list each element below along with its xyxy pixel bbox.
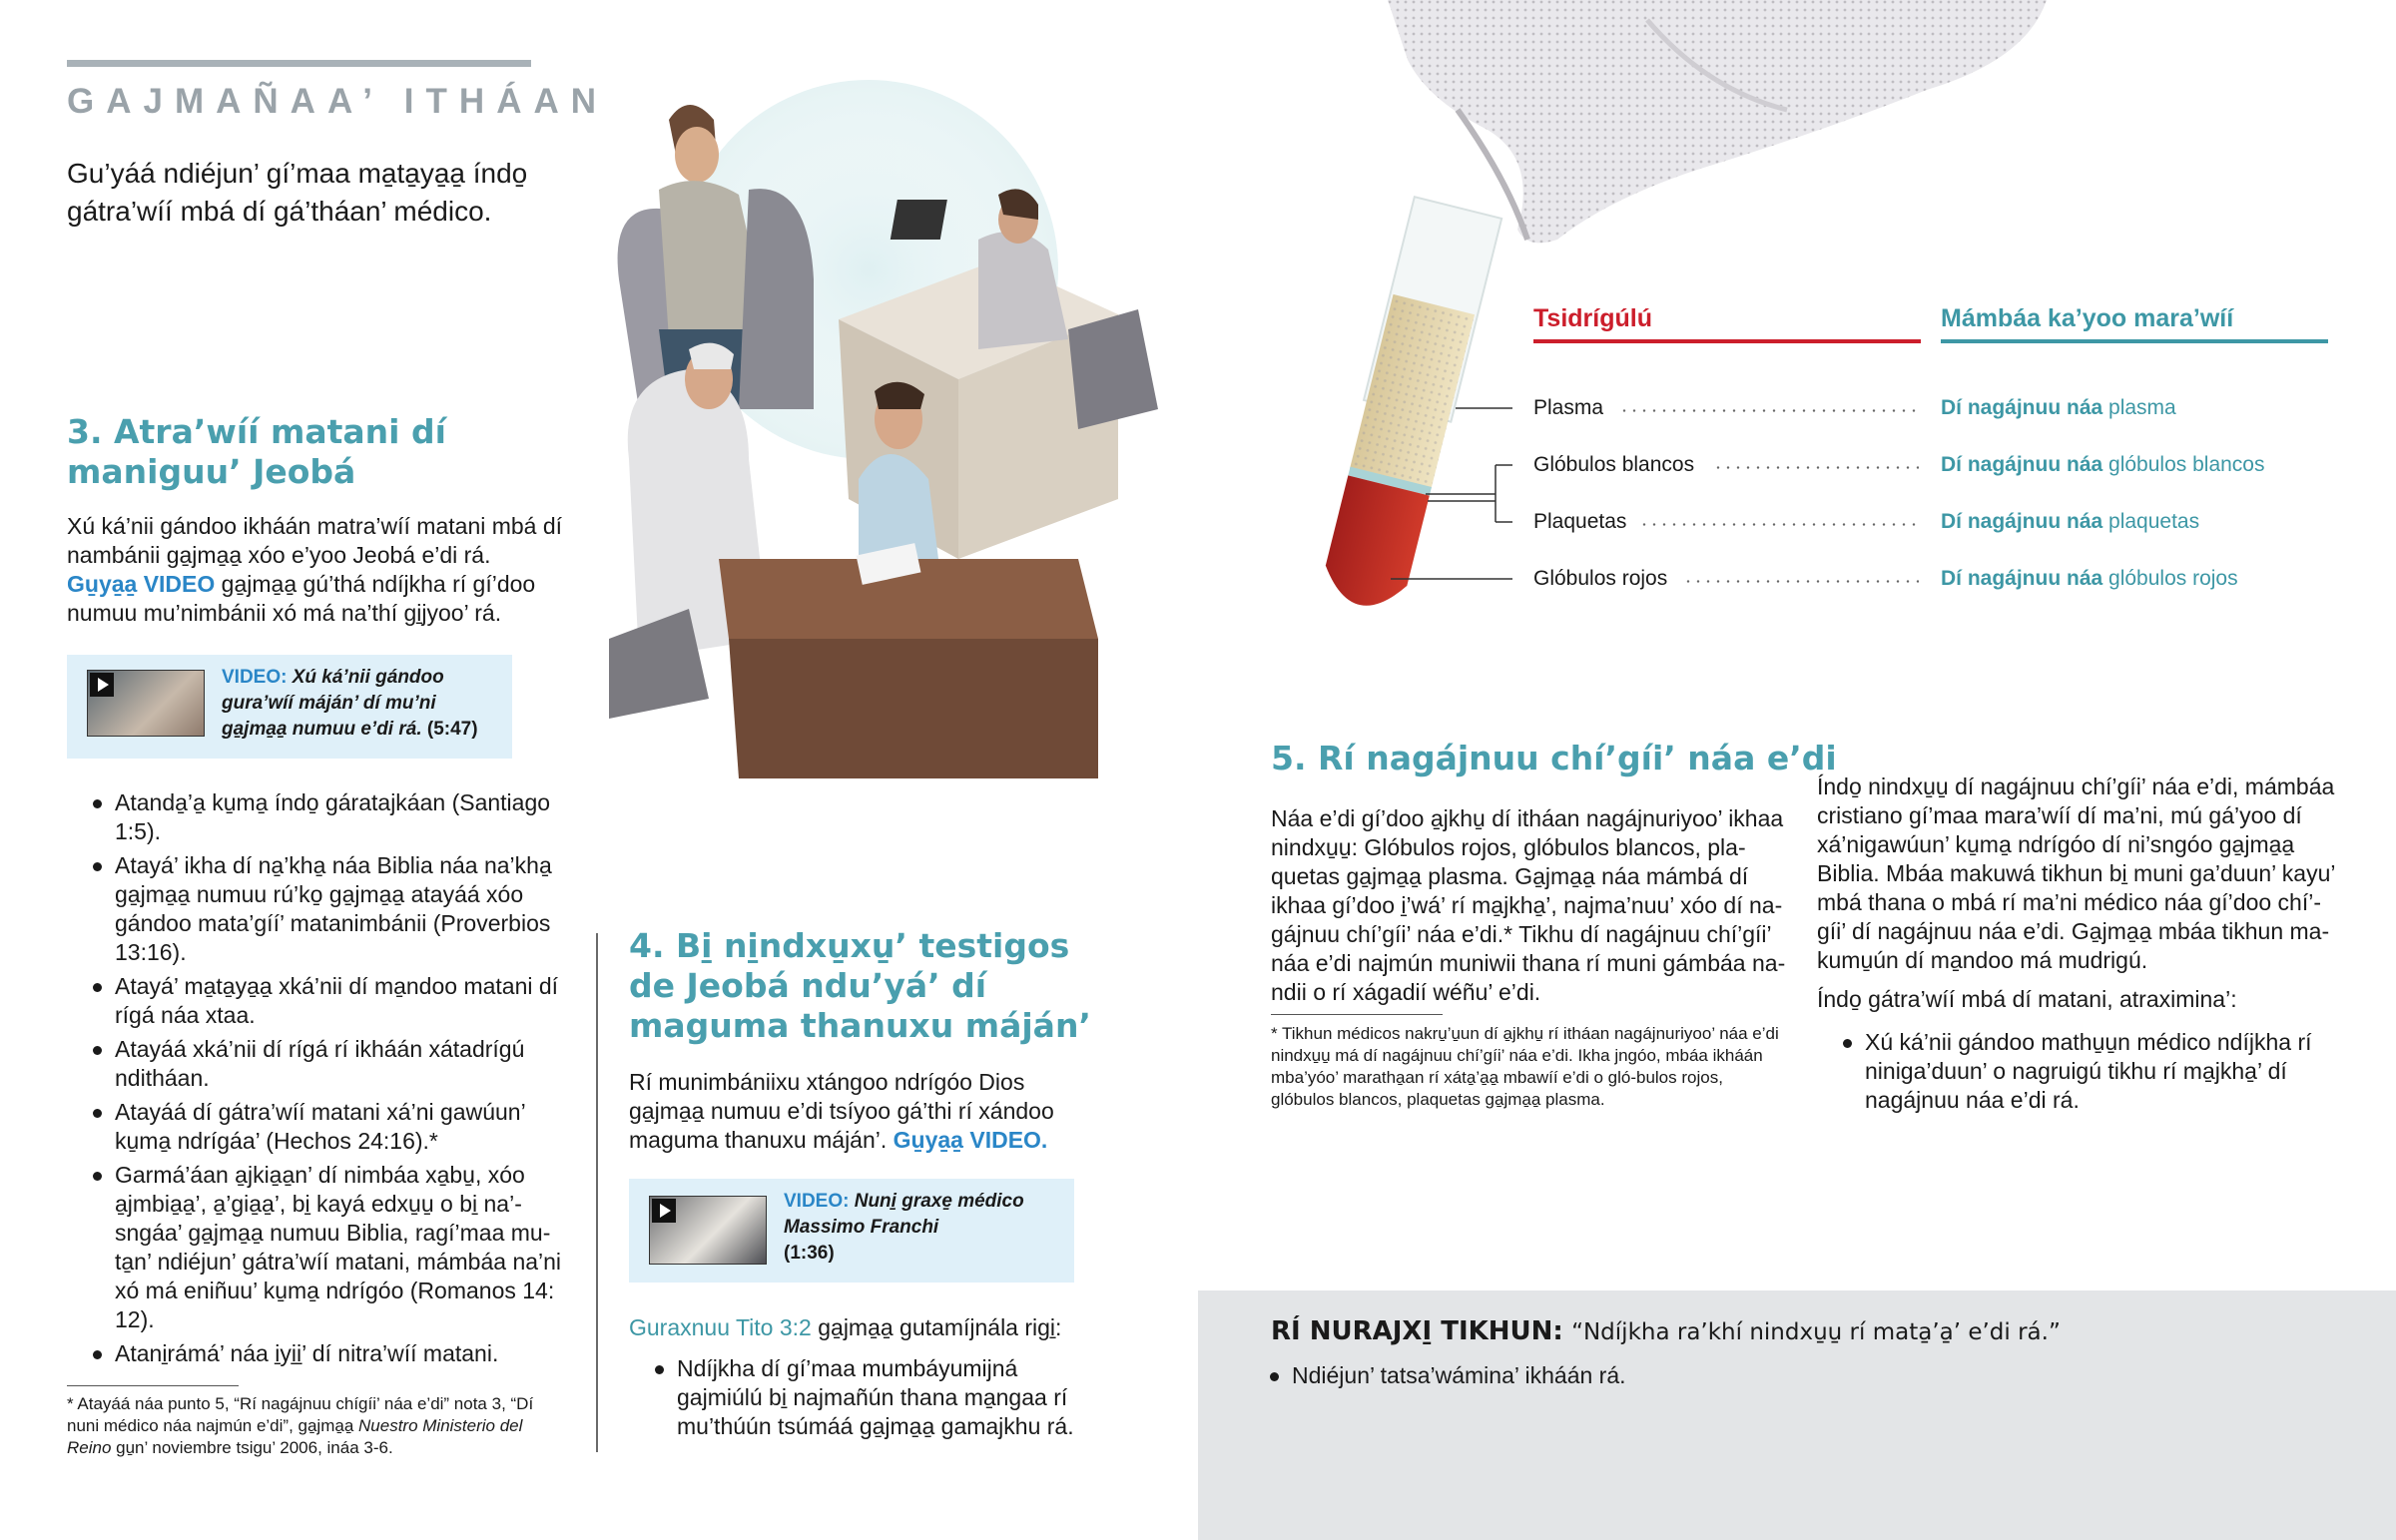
objection-line [1271,1316,2061,1346]
section-5-col1-body: Náa e’di gí’doo a̱jkhu̱ dí itháan nagájnuriyoo’ ikhaa nindxu̱u̱: Glóbulos rojos, glóbulos blancos, pla-quetas ga̱jma̱a̱ plasma. Ga̱jma̱a̱ náa mámbá dí ikhaa gí’doo i̱’wá’ rí ma̱jkha̱’, najma’nuu’ xóo dí na-gájnuu chí’gíi’ náa e’di.* Tikhu dí nagájnuu chí’gíi’ náa e’di najmún muniwii thana rí muni gámbáa na-ndii o rí xágadií wéñu’ e’di. [1271,805,1786,1005]
video-duration: (1:36) [784,1243,835,1264]
section-5-title: 5. Rí nagájnuu chí’gíi’ náa e’di [1271,739,1837,777]
chart-row-decision [1941,396,2176,420]
list-item: Atani̱rámá’ náa i̱yi̱i̱’ dí nitra’wíí matani. [67,1339,566,1368]
list-item: Xú ká’nii gándoo mathu̱u̱n médico ndíjkha rí niniga’duun’ o nagruigú tikhu rí ma̱jkha̱’ dí nagájnuu náa e’di rá. [1817,1028,2336,1115]
section-5-footnote: * Tikhun médicos nakru̱’u̱un dí a̱jkhu̱ rí itháan nagájnuriyoo’ náa e’di nindxu̱u̱ má dí nagájnuu chí’gíi’ náa e’di. Ikha jngóo, mbáa ikháán mba’yóo’ maratha̱an rí xáta̱’a̱a̱ mbawíí e’di o gló-bulos rojos, glóbulos blancos, plaquetas ga̱jma̱a̱ plasma. [1271,1024,1779,1109]
section-5-col2-prompt: Índo̱ gátra’wíí mbá dí matani, atraximina’: [1817,986,2237,1012]
chart-row-decision-bold: Dí nagájnuu náa [1941,453,2103,476]
section-4-ref-text: ga̱jma̱a̱ gutamíjnála rigi̱: [818,1314,1062,1340]
scripture-link[interactable]: Guraxnuu Tito 3:2 [629,1314,812,1340]
section-3-title: 3. Atra’wíí matani dí maniguu’ Jeobá [67,412,446,491]
objection-bullets [1244,1361,2142,1395]
objection-box [1198,1290,2396,1540]
chart-header-components: Tsidrígúlú [1533,304,1652,332]
list-item: Atayá’ ikha dí na̱’kha̱ náa Biblia náa na’kha̱ ga̱jma̱a̱ numuu rú’ko̱ ga̱jma̱a̱ atayáá xóo gándoo mata’gíí’ matanimbánii (Proverbios 13:16). [67,851,566,967]
chart-row-label: Plaquetas [1533,510,1627,533]
section-label: GAJMAÑAA’ ITHÁAN [67,82,609,121]
chart-row-decision-name: glóbulos rojos [2108,567,2238,590]
chart-row-decision-name: plasma [2108,396,2176,419]
video-label: VIDEO: [222,667,288,688]
footnote-rule [67,1385,239,1386]
column-divider [596,933,598,1452]
watch-video-link-2[interactable]: Gu̱ya̱a̱ VIDEO. [893,1127,1048,1153]
section-5-col2-body: Índo̱ nindxu̱u̱ dí nagájnuu chí’gíi’ náa e’di, mámbáa cristiano gí’maa mara’wíí dí ma’ni, mú gá’yoo dí xá’nigawúun’ ku̱ma̱ ndrígóo dí ni’sngóo ga̱jma̱a̱ Biblia. Mbáa makuwá tikhun bi̱ muni ga’duun’ kayu’ mbá thana o mbá rí ma’ni médico náa gí’doo chí’-gíi’ dí nagájnuu náa e’di. Ga̱jma̱a̱ mbáa tikhun ma-kumu̱ún dí ma̱ndoo má mudrigú. [1817,773,2335,973]
video-label: VIDEO: [784,1191,850,1212]
dot-leader [1619,409,1919,412]
section-4-body [629,1068,1088,1155]
footnote-text-end: gu̱n’ noviembre tsigu’ 2006, ináa 3-6. [111,1438,393,1457]
section-4-bullets [629,1354,1108,1446]
section-3-bullets [67,788,566,1373]
chart-row-decision [1941,510,2199,534]
list-item: Atayáá xká’nii dí rígá rí ikháán xátadrígú nditháan. [67,1035,566,1093]
header-rule [67,60,531,67]
section-3-body [67,512,566,628]
section-4-ref [629,1313,1098,1342]
list-item: Ndíjkha dí gí’maa mumbáyumijná gajmiúlú bi̱ najmañún thana ma̱ngaa rí mu’thúún tsúmáá ga̱jma̱a̱ gamajkhu rá. [629,1354,1108,1441]
list-item: Ndiéjun’ tatsa’wámina’ ikháán rá. [1244,1361,2142,1390]
chart-header-rule-teal [1941,339,2328,343]
section-3-body-text: Xú ká’nii gándoo ikháán matra’wíí matani mbá dí nambánii ga̱jma̱a̱ xóo e’yoo Jeobá e’di rá. [67,513,563,568]
chart-header-rule-red [1533,339,1921,343]
video-duration: (5:47) [426,719,478,740]
list-item: Garmá’áan a̱jkia̱a̱n’ dí nimbáa xa̱bu̱, xóo a̱jmbia̱a̱’, a̱’gia̱a̱’, bi̱ kayá edxu̱u̱ o bi̱ na’-sngáa’ ga̱jma̱a̱ numuu Biblia, ragí’maa mu-ta̱n’ ndiéjun’ gátra’wíí matani, mámbáa na’ni xó má eniñuu’ ku̱ma̱ ndrígóo (Romanos 14: 12). [67,1161,566,1334]
video-card-doctor[interactable] [629,1179,1074,1283]
chart-row-label: Glóbulos blancos [1533,453,1695,476]
footnote-rule [1271,1014,1443,1015]
section-4-title: 4. Bi̱ ni̱ndxu̱xu̱’ testigos de Jeobá ndu’yá’ dí maguma thanuxu máján’ [629,926,1091,1045]
play-icon[interactable] [90,673,114,697]
section-3-footnote [67,1393,566,1459]
chart-row-decision-bold: Dí nagájnuu náa [1941,510,2103,533]
list-item: Atayáá dí gátra’wíí matani xá’ni gawúun’ ku̱ma̱ ndrígáa’ (Hechos 24:16).* [67,1098,566,1156]
chart-row-label: Plasma [1533,396,1604,419]
video-thumbnail[interactable] [87,670,205,737]
objection-label: RÍ NURAJXI̱ TIKHUN: [1271,1316,1563,1346]
footnote-text: * Atayáá náa punto 5, “Rí nagájnuu chígíi’ náa e’di” nota 3, “Dí nuni médico náa najmún e’di”, ga̱jma̱a̱ [67,1394,534,1435]
list-item: Atayá’ ma̱ta̱ya̱a̱ xká’nii dí ma̱ndoo matani dí rígá náa xtaa. [67,972,566,1030]
chart-row-decision [1941,567,2238,591]
video-title[interactable]: Nuni̱ graxe̱ médico Massimo Franchi [784,1191,1024,1238]
section-3-body-text-2: ga̱jma̱a̱ gú’thá ndíjkha rí gí’doo numuu mu’nimbánii xó má na’thí gi̱jyoo’ rá. [67,571,536,626]
dot-leader [1639,523,1919,526]
chart-row-decision-bold: Dí nagájnuu náa [1941,396,2103,419]
chart-row-decision-bold: Dí nagájnuu náa [1941,567,2103,590]
chart-header-decision: Mámbáa ka’yoo mara’wíí [1941,304,2234,332]
video-card-decisions[interactable] [67,655,512,759]
chart-row-label: Glóbulos rojos [1533,567,1668,590]
watch-video-link[interactable]: Gu̱ya̱a̱ VIDEO [67,571,216,597]
video-thumbnail[interactable] [649,1196,767,1265]
video-title[interactable]: Xú ká’nii gándoo gura’wíí máján’ dí mu’ni ga̱jma̱a̱ numuu e’di rá. [222,667,444,740]
list-item: Atanda̱’a̱ ku̱ma̱ índo̱ gáratajkáan (Santiago 1:5). [67,788,566,846]
dot-leader [1683,580,1919,583]
chart-row-decision-name: plaquetas [2108,510,2200,533]
intro-text: Gu’yáá ndiéjun’ gí’maa ma̱ta̱ya̱a̱ índo̱ gátra’wíí mbá dí gá’tháan’ médico. [67,158,528,227]
section-4-body-text: Rí munimbániixu xtángoo ndrígóo Dios ga̱jma̱a̱ numuu e’di tsíyoo gá’thi rí xándoo maguma thanuxu máján’. [629,1069,1054,1153]
dot-leader [1713,466,1919,469]
chart-row-decision-name: glóbulos blancos [2108,453,2265,476]
chart-row-decision [1941,453,2264,477]
illustration-decision-scenes [599,80,1178,838]
footnote-italic: Nuestro Ministerio del Reino [67,1416,523,1457]
play-icon[interactable] [652,1199,676,1223]
objection-quote: “Ndíjkha ra’khí nindxu̱u̱ rí mata̱’a̱’ e’di rá.” [1571,1319,2061,1345]
section-5-bullets [1817,1028,2336,1120]
